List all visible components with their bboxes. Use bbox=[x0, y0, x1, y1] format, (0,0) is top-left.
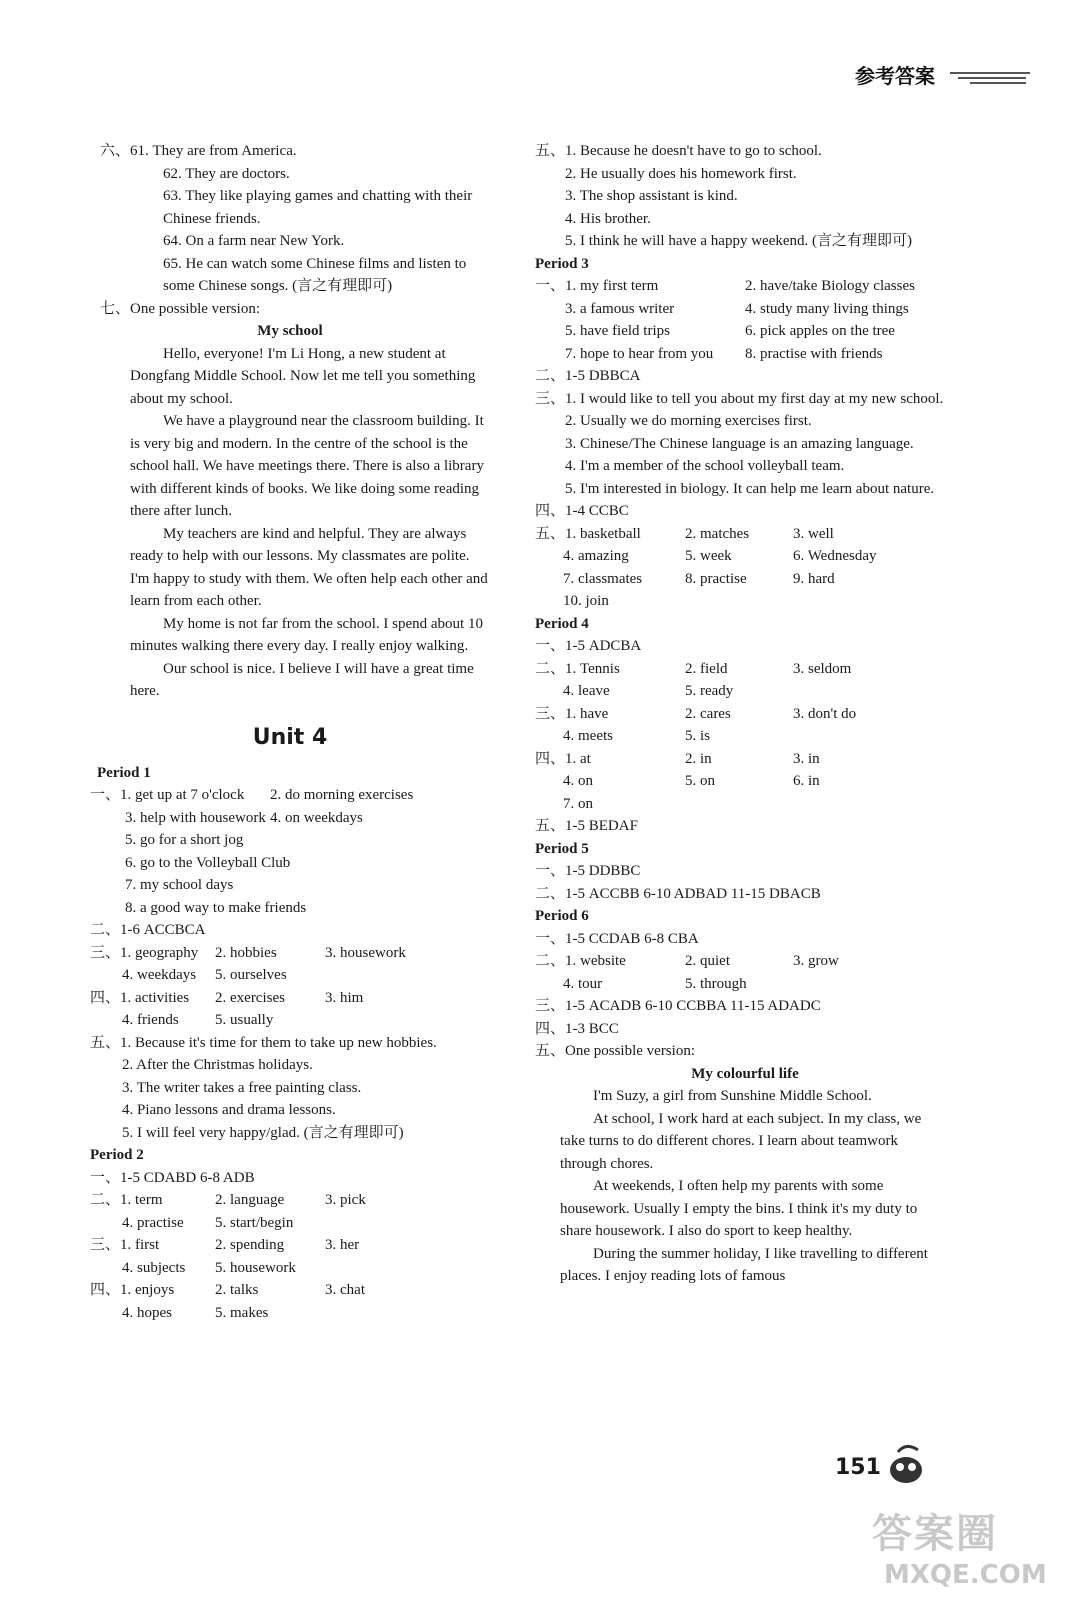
answer-row bbox=[535, 658, 955, 681]
answer-cell: 4. tour bbox=[563, 975, 603, 992]
answer-cell: 一、1. my first term bbox=[535, 278, 659, 294]
answer-line: 7. on bbox=[563, 795, 593, 812]
essay-paragraph: During the summer holiday, I like travelling to different places. I enjoy reading lots of famous bbox=[560, 1245, 928, 1284]
watermark-url: MXQE.COM bbox=[884, 1560, 1047, 1590]
answer-row bbox=[535, 973, 955, 996]
answer-cell: 3. housework bbox=[325, 944, 406, 961]
essay-paragraph: My teachers are kind and helpful. They are always ready to help with our lessons. My classmates are polite. I'm happy to study with them. We often help each other and learn from each other. bbox=[130, 525, 488, 609]
right-column bbox=[535, 140, 955, 1288]
answer-line: 三、1. I would like to tell you about my first day at my new school. bbox=[535, 390, 944, 407]
essay-intro: 五、One possible version: bbox=[535, 1043, 695, 1059]
answer-line: 一、1-5 CDABD 6-8 ADB bbox=[90, 1169, 255, 1186]
answer-cell: 3. a famous writer bbox=[565, 300, 675, 317]
answer-row bbox=[90, 784, 490, 807]
answer-cell: 5. ready bbox=[685, 683, 734, 699]
answer-row bbox=[90, 1189, 490, 1212]
answer-line: 五、1-5 BEDAF bbox=[535, 818, 638, 834]
answer-line: 四、1-4 CCBC bbox=[535, 503, 629, 519]
answer-cell: 5. have field trips bbox=[565, 323, 670, 339]
answer-cell: 2. in bbox=[685, 750, 712, 767]
answer-cell: 9. hard bbox=[793, 570, 835, 587]
essay-paragraph: Hello, everyone! I'm Li Hong, a new student at Dongfang Middle School. Now let me tell you something about my school. bbox=[130, 345, 476, 407]
answer-line: 5. I think he will have a happy weekend. (言之有理即可) bbox=[565, 233, 913, 249]
answer-cell: 3. well bbox=[793, 525, 834, 542]
answer-cell: 五、1. basketball bbox=[535, 525, 641, 542]
answer-cell: 6. pick apples on the tree bbox=[745, 323, 895, 339]
essay-title: My colourful life bbox=[691, 1065, 799, 1082]
answer-cell: 5. through bbox=[685, 975, 747, 992]
answer-cell: 4. on bbox=[563, 773, 593, 789]
answer-line: 64. On a farm near New York. bbox=[163, 233, 345, 249]
answer-row bbox=[90, 987, 490, 1010]
answer-cell: 二、1. website bbox=[535, 953, 626, 969]
answer-cell: 4. amazing bbox=[563, 548, 629, 564]
answer-cell: 4. meets bbox=[563, 728, 613, 744]
unit-title: Unit 4 bbox=[252, 724, 328, 750]
answer-cell: 一、1. get up at 7 o'clock bbox=[90, 787, 245, 803]
answer-row bbox=[90, 1212, 490, 1235]
answer-line: 2. After the Christmas holidays. bbox=[122, 1057, 313, 1073]
page-header-title: 参考答案 bbox=[855, 64, 935, 88]
answer-row bbox=[535, 703, 955, 726]
answer-line: 五、1. Because he doesn't have to go to school. bbox=[535, 143, 822, 159]
answer-row bbox=[90, 1279, 490, 1302]
answer-cell: 4. subjects bbox=[122, 1259, 186, 1276]
answer-cell: 2. have/take Biology classes bbox=[745, 278, 915, 294]
answer-line: 3. The writer takes a free painting class. bbox=[122, 1079, 362, 1096]
essay-paragraph: Our school is nice. I believe I will have a great time here. bbox=[130, 660, 474, 699]
answer-row bbox=[535, 298, 955, 321]
answer-line: 二、1-5 ACCBB 6-10 ADBAD 11-15 DBACB bbox=[535, 885, 821, 902]
answer-row bbox=[535, 343, 955, 366]
answer-cell: 7. classmates bbox=[563, 570, 643, 587]
left-column bbox=[90, 140, 490, 1324]
period-label: Period 4 bbox=[535, 615, 589, 632]
answer-line: 一、1-5 DDBBC bbox=[535, 863, 641, 879]
answer-row bbox=[535, 680, 955, 703]
answer-line: 5. go for a short jog bbox=[125, 832, 244, 848]
answer-row bbox=[535, 568, 955, 591]
answer-cell: 2. talks bbox=[215, 1282, 259, 1298]
essay-paragraph: At weekends, I often help my parents with some housework. Usually I empty the bins. I think it's my duty to share housework. I also do sport to keep healthy. bbox=[560, 1178, 918, 1239]
answer-line: 5. I'm interested in biology. It can help me learn about nature. bbox=[565, 480, 935, 497]
essay-paragraph: I'm Suzy, a girl from Sunshine Middle School. bbox=[593, 1088, 872, 1104]
period-label: Period 2 bbox=[90, 1147, 144, 1163]
answer-cell: 5. ourselves bbox=[215, 967, 287, 983]
answer-line: 10. join bbox=[563, 593, 609, 609]
answer-cell: 四、1. at bbox=[535, 750, 591, 767]
answer-cell: 4. weekdays bbox=[122, 967, 197, 983]
answer-row bbox=[535, 770, 955, 793]
watermark-logo bbox=[872, 1440, 1047, 1590]
answer-row bbox=[90, 807, 490, 830]
answer-row bbox=[90, 1009, 490, 1032]
essay-paragraph: We have a playground near the classroom building. It is very big and modern. In the centre of the school is the school hall. We have meetings there. There is also a library with different kinds of books. We like doing some reading there after lunch. bbox=[130, 413, 484, 519]
answer-row bbox=[90, 964, 490, 987]
answer-cell: 2. quiet bbox=[685, 953, 730, 969]
answer-line: 8. a good way to make friends bbox=[125, 899, 307, 916]
answer-cell: 6. in bbox=[793, 773, 820, 789]
header-decoration bbox=[950, 72, 1030, 87]
answer-cell: 5. usually bbox=[215, 1012, 274, 1028]
answer-cell: 3. don't do bbox=[793, 705, 857, 722]
answer-cell: 2. spending bbox=[215, 1237, 285, 1253]
answer-cell: 3. in bbox=[793, 750, 820, 767]
answer-cell: 5. is bbox=[685, 728, 711, 744]
answer-cell: 4. friends bbox=[122, 1012, 179, 1028]
answer-cell: 三、1. geography bbox=[90, 944, 199, 961]
answer-line: 65. He can watch some Chinese films and listen to some Chinese songs. (言之有理即可) bbox=[163, 255, 467, 294]
answer-cell: 3. her bbox=[325, 1237, 360, 1253]
answer-cell: 5. on bbox=[685, 773, 715, 789]
answer-cell: 8. practise with friends bbox=[745, 345, 883, 362]
answer-cell: 3. grow bbox=[793, 953, 839, 969]
answer-cell: 三、1. first bbox=[90, 1237, 160, 1253]
answer-line: 六、61. They are from America. bbox=[100, 143, 297, 159]
answer-line: 2. Usually we do morning exercises first. bbox=[565, 413, 812, 429]
answer-line: 三、1-5 ACADB 6-10 CCBBA 11-15 ADADC bbox=[535, 998, 821, 1014]
answer-cell: 2. exercises bbox=[215, 989, 285, 1006]
answer-cell: 4. leave bbox=[563, 683, 610, 699]
answer-cell: 三、1. have bbox=[535, 705, 609, 722]
answer-line: 6. go to the Volleyball Club bbox=[125, 854, 291, 871]
answer-line: 5. I will feel very happy/glad. (言之有理即可) bbox=[122, 1124, 404, 1141]
answer-row bbox=[90, 1257, 490, 1280]
answer-cell: 2. matches bbox=[685, 525, 750, 542]
period-label: Period 1 bbox=[97, 764, 151, 781]
period-label: Period 5 bbox=[535, 840, 589, 857]
answer-line: 62. They are doctors. bbox=[163, 165, 290, 182]
answer-cell: 5. start/begin bbox=[215, 1214, 294, 1231]
answer-cell: 4. study many living things bbox=[745, 300, 909, 317]
answer-cell: 2. do morning exercises bbox=[270, 787, 414, 803]
answer-line: 63. They like playing games and chatting with their Chinese friends. bbox=[163, 188, 473, 227]
answer-cell: 2. language bbox=[215, 1192, 285, 1208]
answer-line: 一、1-5 ADCBA bbox=[535, 638, 642, 654]
answer-line: 3. Chinese/The Chinese language is an amazing language. bbox=[565, 435, 914, 452]
answer-row bbox=[535, 748, 955, 771]
answer-row bbox=[535, 545, 955, 568]
answer-line: 二、1-5 DBBCA bbox=[535, 368, 641, 384]
answer-line: 2. He usually does his homework first. bbox=[565, 165, 797, 182]
answer-line: 一、1-5 CCDAB 6-8 CBA bbox=[535, 930, 699, 947]
answer-row bbox=[535, 523, 955, 546]
mascot-icon bbox=[878, 1440, 938, 1490]
answer-line: 四、1-3 BCC bbox=[535, 1020, 619, 1037]
answer-cell: 5. week bbox=[685, 548, 732, 564]
answer-cell: 二、1. Tennis bbox=[535, 660, 620, 677]
essay-title: My school bbox=[257, 323, 323, 339]
answer-row bbox=[535, 320, 955, 343]
answer-cell: 3. seldom bbox=[793, 660, 852, 677]
watermark-text: 答案圈 bbox=[872, 1511, 998, 1557]
answer-line: 3. The shop assistant is kind. bbox=[565, 188, 738, 204]
answer-row bbox=[535, 725, 955, 748]
answer-row bbox=[535, 950, 955, 973]
answer-cell: 2. hobbies bbox=[215, 944, 277, 961]
page-number: 151 bbox=[835, 1455, 881, 1480]
answer-cell: 二、1. term bbox=[90, 1192, 163, 1208]
answer-cell: 4. on weekdays bbox=[270, 809, 363, 826]
answer-cell: 7. hope to hear from you bbox=[565, 345, 714, 362]
answer-cell: 3. pick bbox=[325, 1192, 366, 1208]
answer-cell: 4. practise bbox=[122, 1214, 184, 1231]
answer-cell: 四、1. activities bbox=[90, 989, 190, 1006]
answer-cell: 6. Wednesday bbox=[793, 548, 877, 564]
answer-cell: 3. him bbox=[325, 989, 364, 1006]
essay-paragraph: At school, I work hard at each subject. In my class, we take turns to do different chores. I learn about teamwork through chores. bbox=[560, 1110, 922, 1172]
period-label: Period 3 bbox=[535, 255, 589, 272]
period-label: Period 6 bbox=[535, 908, 589, 924]
answer-line: 二、1-6 ACCBCA bbox=[90, 922, 206, 938]
answer-line: 7. my school days bbox=[125, 877, 234, 893]
answer-cell: 3. help with housework bbox=[125, 809, 266, 826]
answer-cell: 8. practise bbox=[685, 570, 747, 587]
answer-row bbox=[535, 275, 955, 298]
answer-line: 4. Piano lessons and drama lessons. bbox=[122, 1102, 336, 1118]
answer-cell: 5. makes bbox=[215, 1304, 269, 1321]
answer-row bbox=[90, 942, 490, 965]
answer-cell: 2. cares bbox=[685, 705, 731, 722]
answer-line: 五、1. Because it's time for them to take up new hobbies. bbox=[90, 1034, 437, 1051]
answer-line: 4. His brother. bbox=[565, 210, 651, 227]
answer-cell: 四、1. enjoys bbox=[90, 1282, 175, 1298]
answer-line: 4. I'm a member of the school volleyball team. bbox=[565, 458, 845, 474]
answer-cell: 4. hopes bbox=[122, 1304, 172, 1321]
answer-row bbox=[90, 1234, 490, 1257]
answer-cell: 5. housework bbox=[215, 1259, 296, 1276]
answer-cell: 2. field bbox=[685, 660, 728, 677]
essay-intro: 七、One possible version: bbox=[100, 300, 260, 317]
answer-row bbox=[90, 1302, 490, 1325]
answer-cell: 3. chat bbox=[325, 1282, 365, 1298]
essay-paragraph: My home is not far from the school. I spend about 10 minutes walking there every day. I really enjoy walking. bbox=[130, 615, 483, 654]
